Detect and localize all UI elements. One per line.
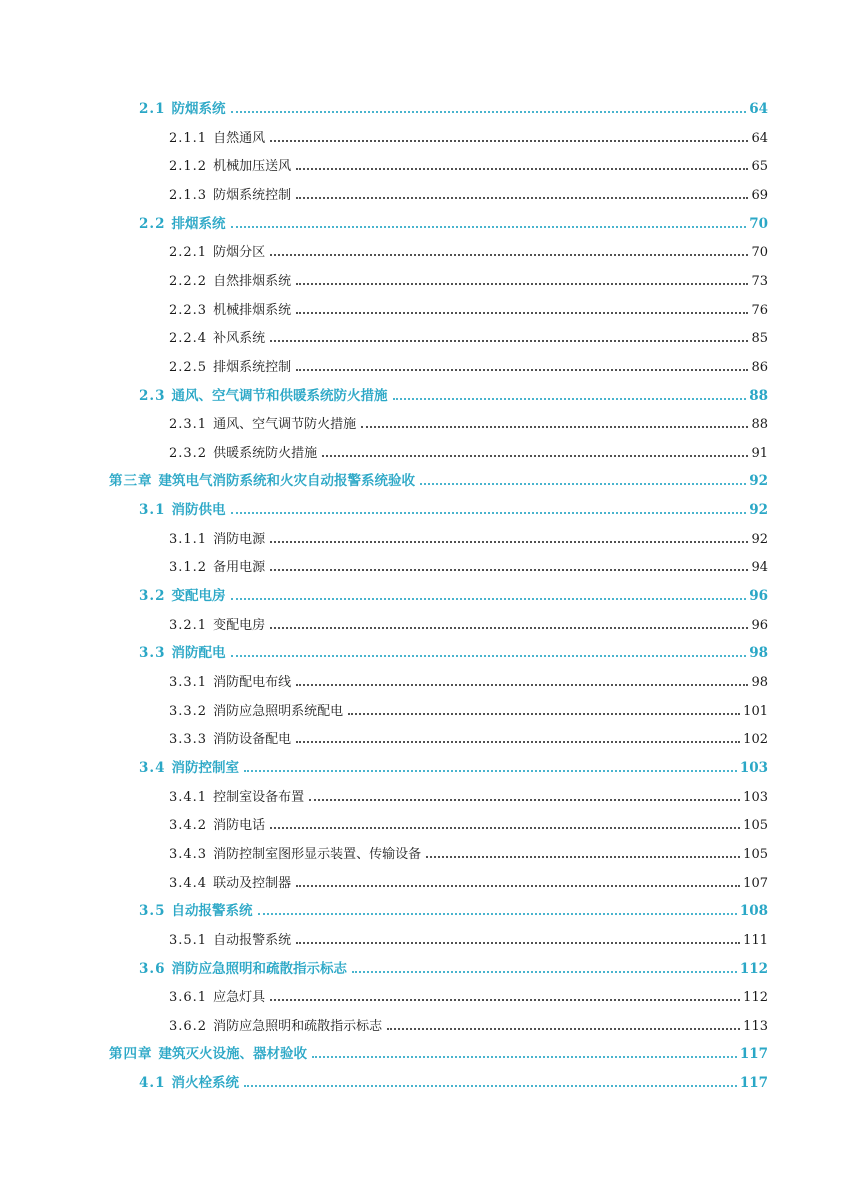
- dot-leader: [244, 1085, 737, 1087]
- toc-entry-number: 3.3: [139, 645, 166, 662]
- toc-entry-page-number: 94: [751, 560, 768, 576]
- toc-entry-number: 2.3: [139, 387, 166, 404]
- dot-leader: [296, 197, 748, 199]
- toc-entry-page-number: 88: [751, 417, 768, 433]
- toc-entry-page-number: 70: [749, 215, 768, 232]
- toc-entry-page-number: 117: [739, 1046, 768, 1063]
- toc-entry-number: 2.1.1: [169, 130, 208, 146]
- toc-entry-number: 2.1.3: [169, 187, 208, 203]
- toc-entry-number: 3.4.4: [169, 875, 208, 891]
- toc-entry-page-number: 111: [743, 932, 768, 948]
- dot-leader: [231, 512, 747, 514]
- dot-leader: [270, 827, 740, 829]
- toc-entry-title: 排烟系统: [171, 215, 226, 232]
- toc-entry-title: 自动报警系统: [171, 903, 253, 920]
- toc-entry-3-4[interactable]: [139, 756, 768, 776]
- toc-entry-page-number: 64: [749, 101, 768, 117]
- toc-entry-number: 3.1.1: [169, 531, 208, 547]
- toc-entry-title: 通风、空气调节和供暖系统防火措施: [171, 387, 388, 404]
- toc-entry-title: 联动及控制器: [213, 875, 292, 891]
- toc-entry-number: 3.4.1: [169, 789, 208, 805]
- toc-entry-title: 自然排烟系统: [213, 273, 292, 289]
- toc-entry-2-2-2[interactable]: [169, 269, 768, 289]
- toc-entry-number: 2.2.1: [169, 245, 208, 261]
- toc-entry-number: 3.5: [139, 903, 166, 920]
- toc-entry-title: 备用电源: [213, 560, 266, 576]
- toc-entry-page-number: 92: [749, 473, 768, 490]
- dot-leader: [270, 541, 748, 543]
- dot-leader: [296, 885, 740, 887]
- toc-entry-number: 3.4.3: [169, 846, 208, 862]
- toc-entry-title: 补风系统: [213, 331, 266, 347]
- dot-leader: [387, 1028, 740, 1030]
- toc-entry-title: 消防供电: [171, 502, 226, 519]
- toc-entry-page-number: 76: [751, 302, 768, 318]
- toc-entry-3-6-2[interactable]: [169, 1014, 768, 1034]
- toc-entry-number: 3.1.2: [169, 560, 208, 576]
- toc-entry-page-number: 64: [751, 130, 768, 146]
- toc-entry-page-number: 113: [743, 1018, 768, 1034]
- toc-entry-page-number: 103: [743, 789, 768, 805]
- toc-entry-title: 消防控制室图形显示装置、传输设备: [213, 846, 422, 862]
- toc-entry-number: 3.6.1: [169, 990, 208, 1006]
- toc-entry-title: 变配电房: [171, 588, 226, 605]
- toc-entry-page-number: 101: [743, 703, 768, 719]
- toc-entry-page-number: 112: [739, 960, 768, 977]
- toc-entry-number: 2.2.2: [169, 273, 208, 289]
- toc-entry-3-2[interactable]: [139, 584, 768, 604]
- toc-entry-page-number: 96: [751, 617, 768, 633]
- toc-entry-page-number: 69: [751, 187, 768, 203]
- dot-leader: [312, 1056, 737, 1058]
- toc-entry-page-number: 107: [743, 875, 768, 891]
- toc-entry-title: 消火栓系统: [171, 1075, 239, 1092]
- toc-entry-title: 建筑灭火设施、器材验收: [158, 1046, 307, 1063]
- toc-entry-number: 3.6.2: [169, 1018, 208, 1034]
- dot-leader: [296, 369, 748, 371]
- toc-entry-4-1[interactable]: [139, 1071, 768, 1091]
- toc-entry-2-2[interactable]: [139, 212, 768, 232]
- toc-entry-2-1-2[interactable]: [169, 154, 768, 174]
- toc-entry-number: 2.2.3: [169, 302, 208, 318]
- toc-entry-number: 2.2.4: [169, 331, 208, 347]
- toc-entry-3-3-3[interactable]: [169, 727, 768, 747]
- toc-entry-number: 3.3.3: [169, 732, 208, 748]
- toc-entry-page-number: 112: [743, 990, 768, 1006]
- toc-entry-page-number: 117: [739, 1075, 768, 1092]
- toc-entry-number: 第三章: [109, 473, 153, 490]
- dot-leader: [348, 713, 740, 715]
- toc-entry-2-1-3[interactable]: [169, 183, 768, 203]
- dot-leader: [244, 770, 737, 772]
- toc-entry-number: 4.1: [139, 1075, 166, 1092]
- toc-entry-title: 防烟系统控制: [213, 187, 292, 203]
- toc-entry-number: 3.5.1: [169, 932, 208, 948]
- toc-entry-number: 3.4.2: [169, 818, 208, 834]
- dot-leader: [393, 398, 747, 400]
- dot-leader: [309, 799, 740, 801]
- toc-entry-3-4-3[interactable]: [169, 842, 768, 862]
- toc-entry-3-6[interactable]: [139, 957, 768, 977]
- toc-entry-page-number: 91: [751, 445, 768, 461]
- toc-entry-2-1-1[interactable]: [169, 126, 768, 146]
- toc-entry-2-3[interactable]: [139, 384, 768, 404]
- dot-leader: [426, 856, 740, 858]
- toc-entry-page-number: 103: [739, 759, 768, 776]
- toc-entry-title: 防烟分区: [213, 245, 266, 261]
- toc-entry-title: 变配电房: [213, 617, 266, 633]
- dot-leader: [270, 627, 748, 629]
- toc-entry-title: 自动报警系统: [213, 932, 292, 948]
- dot-leader: [270, 569, 748, 571]
- toc-entry-title: 消防应急照明和疏散指示标志: [213, 1018, 383, 1034]
- toc-entry-page-number: 102: [743, 732, 768, 748]
- toc-entry-number: 第四章: [109, 1046, 153, 1063]
- toc-entry-3-1-1[interactable]: [169, 527, 768, 547]
- toc-entry-3-5[interactable]: [139, 899, 768, 919]
- dot-leader: [322, 455, 748, 457]
- toc-entry-3-4-2[interactable]: [169, 813, 768, 833]
- toc-entry-page-number: 105: [743, 818, 768, 834]
- toc-entry-3-3-2[interactable]: [169, 699, 768, 719]
- dot-leader: [270, 999, 740, 1001]
- toc-entry-number: 2.1.2: [169, 159, 208, 175]
- dot-leader: [296, 684, 748, 686]
- toc-entry-title: 建筑电气消防系统和火灾自动报警系统验收: [158, 473, 415, 490]
- toc-entry-page-number: 105: [743, 846, 768, 862]
- toc-entry-title: 消防配电布线: [213, 675, 292, 690]
- toc-entry-page-number: 85: [751, 331, 768, 347]
- toc-entry-2-2-5[interactable]: [169, 355, 768, 375]
- toc-entry-title: 消防应急照明系统配电: [213, 703, 344, 719]
- toc-entry-3-2-1[interactable]: [169, 613, 768, 633]
- toc-entry-page-number: 65: [751, 159, 768, 175]
- toc-entry-number: 2.3.2: [169, 445, 208, 461]
- toc-entry-number: 3.3.2: [169, 703, 208, 719]
- toc-entry-page-number: 86: [751, 359, 768, 375]
- toc-entry-number: 3.1: [139, 502, 166, 519]
- toc-entry-title: 消防电源: [213, 531, 266, 547]
- dot-leader: [270, 340, 748, 342]
- toc-entry-number: 3.3.1: [169, 675, 208, 690]
- toc-entry-第三章[interactable]: [109, 469, 768, 489]
- dot-leader: [296, 942, 740, 944]
- toc-entry-第四章[interactable]: [109, 1042, 768, 1062]
- toc-entry-page-number: 108: [739, 903, 768, 920]
- toc-entry-page-number: 73: [751, 273, 768, 289]
- dot-leader: [361, 426, 748, 428]
- toc-entry-number: 2.3.1: [169, 417, 208, 433]
- dot-leader: [296, 283, 748, 285]
- dot-leader: [296, 741, 740, 743]
- toc-entry-title: 应急灯具: [213, 990, 266, 1006]
- dot-leader: [231, 598, 747, 600]
- toc-entry-title: 消防配电: [171, 645, 226, 662]
- toc-entry-number: 3.2: [139, 588, 166, 605]
- toc-entry-page-number: 92: [751, 531, 768, 547]
- toc-entry-number: 2.2.5: [169, 359, 208, 375]
- toc-entry-number: 3.2.1: [169, 617, 208, 633]
- toc-entry-3-6-1[interactable]: [169, 985, 768, 1005]
- toc-entry-2-3-1[interactable]: [169, 412, 768, 432]
- toc-entry-3-3[interactable]: [139, 641, 768, 661]
- toc-entry-page-number: 88: [749, 387, 768, 404]
- dot-leader: [420, 483, 746, 485]
- toc-entry-title: 机械加压送风: [213, 159, 292, 175]
- toc-entry-page-number: 96: [749, 588, 768, 605]
- toc-entry-title: 机械排烟系统: [213, 302, 292, 318]
- toc-entry-page-number: 92: [749, 502, 768, 519]
- dot-leader: [258, 913, 737, 915]
- toc-entry-3-5-1[interactable]: [169, 928, 768, 948]
- toc-entry-title: 通风、空气调节防火措施: [213, 417, 357, 433]
- dot-leader: [231, 655, 747, 657]
- dot-leader: [270, 254, 748, 256]
- toc-entry-title: 消防电话: [213, 818, 266, 834]
- toc-entry-number: 3.6: [139, 960, 166, 977]
- toc-entry-page-number: 98: [749, 645, 768, 662]
- dot-leader: [231, 111, 747, 113]
- toc-entry-title: 防烟系统: [171, 101, 226, 117]
- toc-entry-number: 2.2: [139, 215, 166, 232]
- dot-leader: [296, 312, 748, 314]
- toc-entry-3-4-1[interactable]: [169, 785, 768, 805]
- toc-entry-3-1[interactable]: [139, 498, 768, 518]
- toc-entry-2-2-4[interactable]: [169, 326, 768, 346]
- toc-entry-title: 自然通风: [213, 130, 266, 146]
- toc-entry-number: 2.1: [139, 101, 166, 117]
- toc-entry-3-4-4[interactable]: [169, 871, 768, 891]
- toc-entry-3-1-2[interactable]: [169, 555, 768, 575]
- toc-entry-title: 控制室设备布置: [213, 789, 305, 805]
- toc-entry-title: 消防设备配电: [213, 732, 292, 748]
- toc-entry-page-number: 70: [751, 245, 768, 261]
- toc-entry-title: 消防应急照明和疏散指示标志: [171, 960, 347, 977]
- toc-entry-title: 排烟系统控制: [213, 359, 292, 375]
- toc-entry-2-1[interactable]: [139, 97, 768, 117]
- toc-entry-page-number: 98: [751, 675, 768, 690]
- toc-entry-number: 3.4: [139, 759, 166, 776]
- toc-entry-2-2-3[interactable]: [169, 298, 768, 318]
- dot-leader: [231, 226, 747, 228]
- toc-entry-title: 消防控制室: [171, 759, 239, 776]
- dot-leader: [296, 168, 748, 170]
- toc-entry-2-2-1[interactable]: [169, 240, 768, 260]
- toc-entry-3-3-1[interactable]: [169, 670, 768, 690]
- dot-leader: [352, 971, 737, 973]
- toc-entry-2-3-2[interactable]: [169, 441, 768, 461]
- toc-entry-title: 供暖系统防火措施: [213, 445, 318, 461]
- dot-leader: [270, 140, 748, 142]
